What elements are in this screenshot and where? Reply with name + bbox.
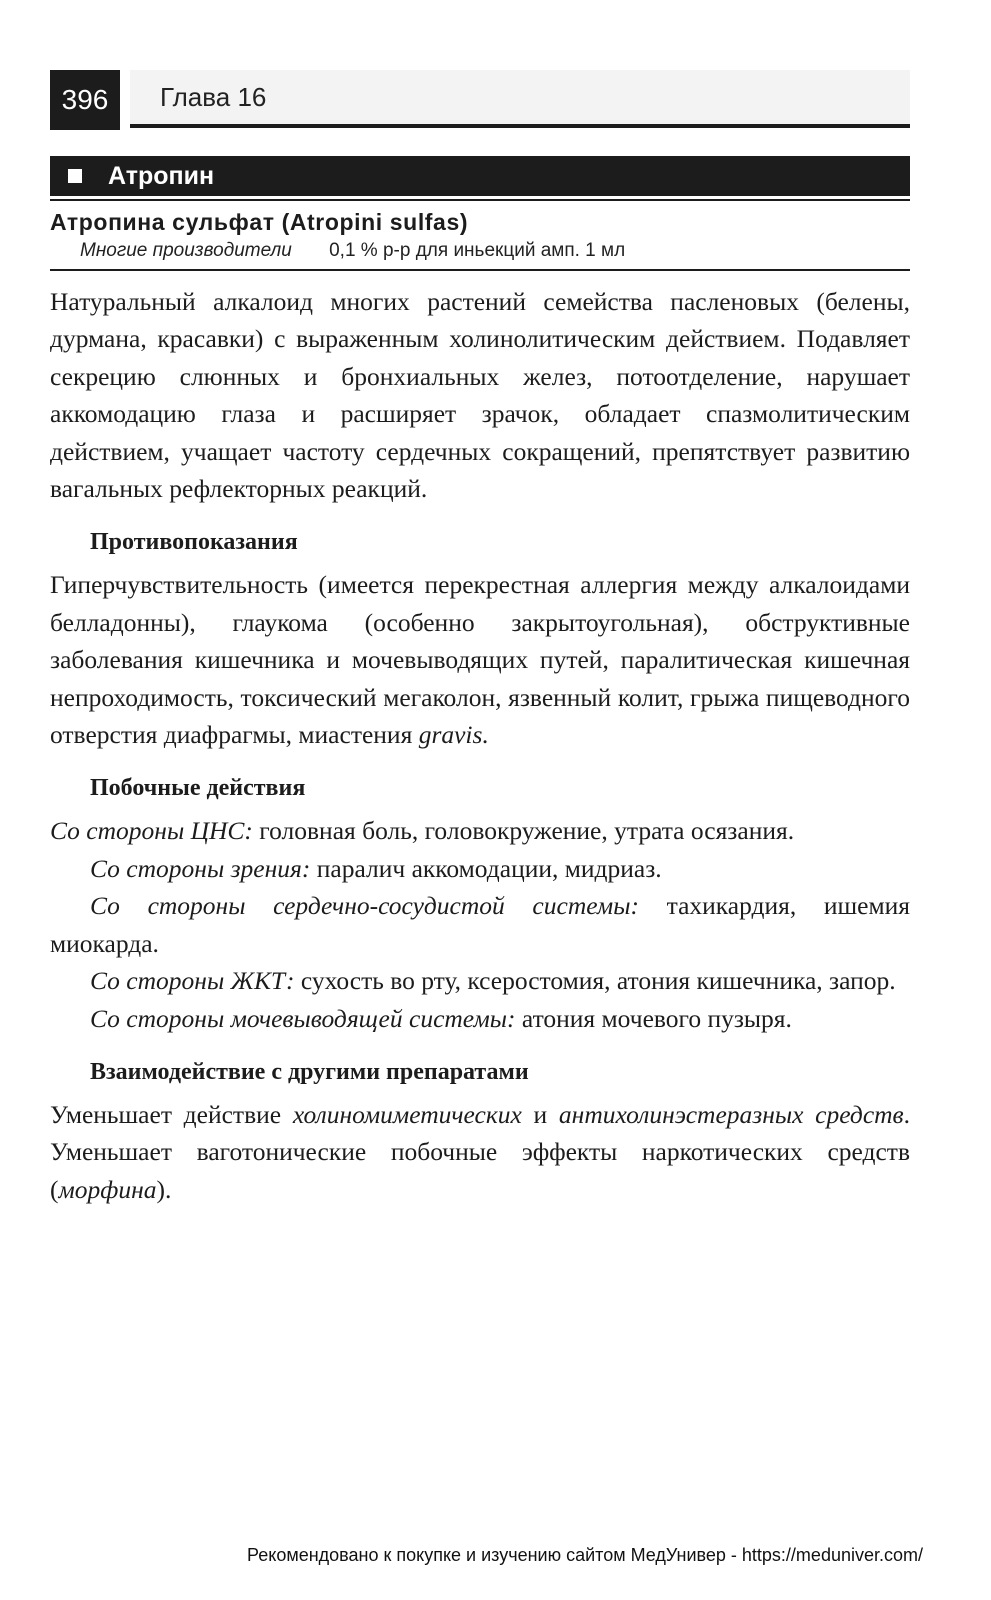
side-effect-item xyxy=(50,887,910,962)
side-effect-text: паралич аккомодации, мидриаз. xyxy=(316,853,662,883)
section-heading xyxy=(50,156,910,196)
footer-recommendation: Рекомендовано к покупке и изучению сайтом МедУнивер - https://meduniver.com/ xyxy=(247,1545,923,1565)
interactions-text: ). xyxy=(156,1174,172,1204)
interactions-text: и xyxy=(533,1099,548,1129)
contraindications-text: Гиперчувствительность (имеется перекрестная аллергия между алкалоидами белладонны), глаукома (особенно закрытоугольная), обструктивные заболевания кишечника и мочевыводящих путей, паралитическая кишечная непроходимость, токсический мегаколон, язвенный колит, грыжа пищеводного отверстия диафрагмы, миастения xyxy=(50,570,910,750)
drug-name: Атропина сульфат (Atropini sulfas) xyxy=(50,209,469,235)
side-effect-item xyxy=(50,1000,910,1037)
page-number: 396 xyxy=(50,70,120,130)
side-effect-system: Со стороны сердечно-сосудистой системы: xyxy=(90,891,639,921)
section-title: Атропин xyxy=(108,161,215,190)
chapter-bar xyxy=(130,70,910,128)
interactions-drug: морфина xyxy=(58,1174,157,1204)
book-page xyxy=(50,70,910,1208)
drug-meta xyxy=(50,240,910,271)
side-effect-item xyxy=(50,962,910,999)
section-divider xyxy=(50,199,910,201)
interactions-paragraph xyxy=(50,1096,910,1208)
side-effect-item xyxy=(50,812,910,849)
interactions-drug-class: антихолинэстеразных средств xyxy=(558,1099,904,1129)
side-effect-text: сухость во рту, ксеростомия, атония кишечника, запор. xyxy=(300,966,896,996)
interactions-heading: Взаимодействие с другими препаратами xyxy=(90,1058,529,1085)
side-effect-system: Со стороны ЖКТ: xyxy=(90,966,295,996)
contraindications-heading: Противопоказания xyxy=(90,529,298,556)
interactions-text: . Уменьшает ваготонические побочные эффекты наркотических средств ( xyxy=(50,1099,910,1204)
side-effect-system: Со стороны мочевыводящей системы: xyxy=(90,1003,516,1033)
side-effect-text: головная боль, головокружение, утрата осязания. xyxy=(259,816,795,846)
side-effect-system: Со стороны ЦНС: xyxy=(50,816,253,846)
side-effect-text: тахикардия, ишемия миокарда. xyxy=(50,891,911,958)
drug-form: 0,1 % р-р для иньекций амп. 1 мл xyxy=(329,240,626,261)
page-header xyxy=(50,70,910,130)
description-paragraph: Натуральный алкалоид многих растений семейства пасленовых (белены, дурмана, красавки) с выраженным холинолитическим действием. Подавляет секрецию слюнных и бронхиальных желез, потоотделение, нарушает аккомодацию глаза и расширяет зрачок, обладает спазмолитическим действием, учащает частоту сердечных сокращений, препятствует развитию вагальных рефлекторных реакций. xyxy=(50,287,910,504)
square-bullet-icon xyxy=(68,169,82,183)
side-effect-text: атония мочевого пузыря. xyxy=(521,1003,792,1033)
contraindications-italic: gravis. xyxy=(418,720,489,750)
interactions-text: Уменьшает действие xyxy=(50,1099,282,1129)
side-effects-heading: Побочные действия xyxy=(90,775,306,802)
side-effect-system: Со стороны зрения: xyxy=(90,853,311,883)
interactions-drug-class: холиномиметических xyxy=(292,1099,522,1129)
side-effect-item xyxy=(50,850,910,887)
contraindications-paragraph xyxy=(50,566,910,753)
drug-manufacturer: Многие производители xyxy=(80,240,292,261)
chapter-title: Глава 16 xyxy=(160,82,267,112)
